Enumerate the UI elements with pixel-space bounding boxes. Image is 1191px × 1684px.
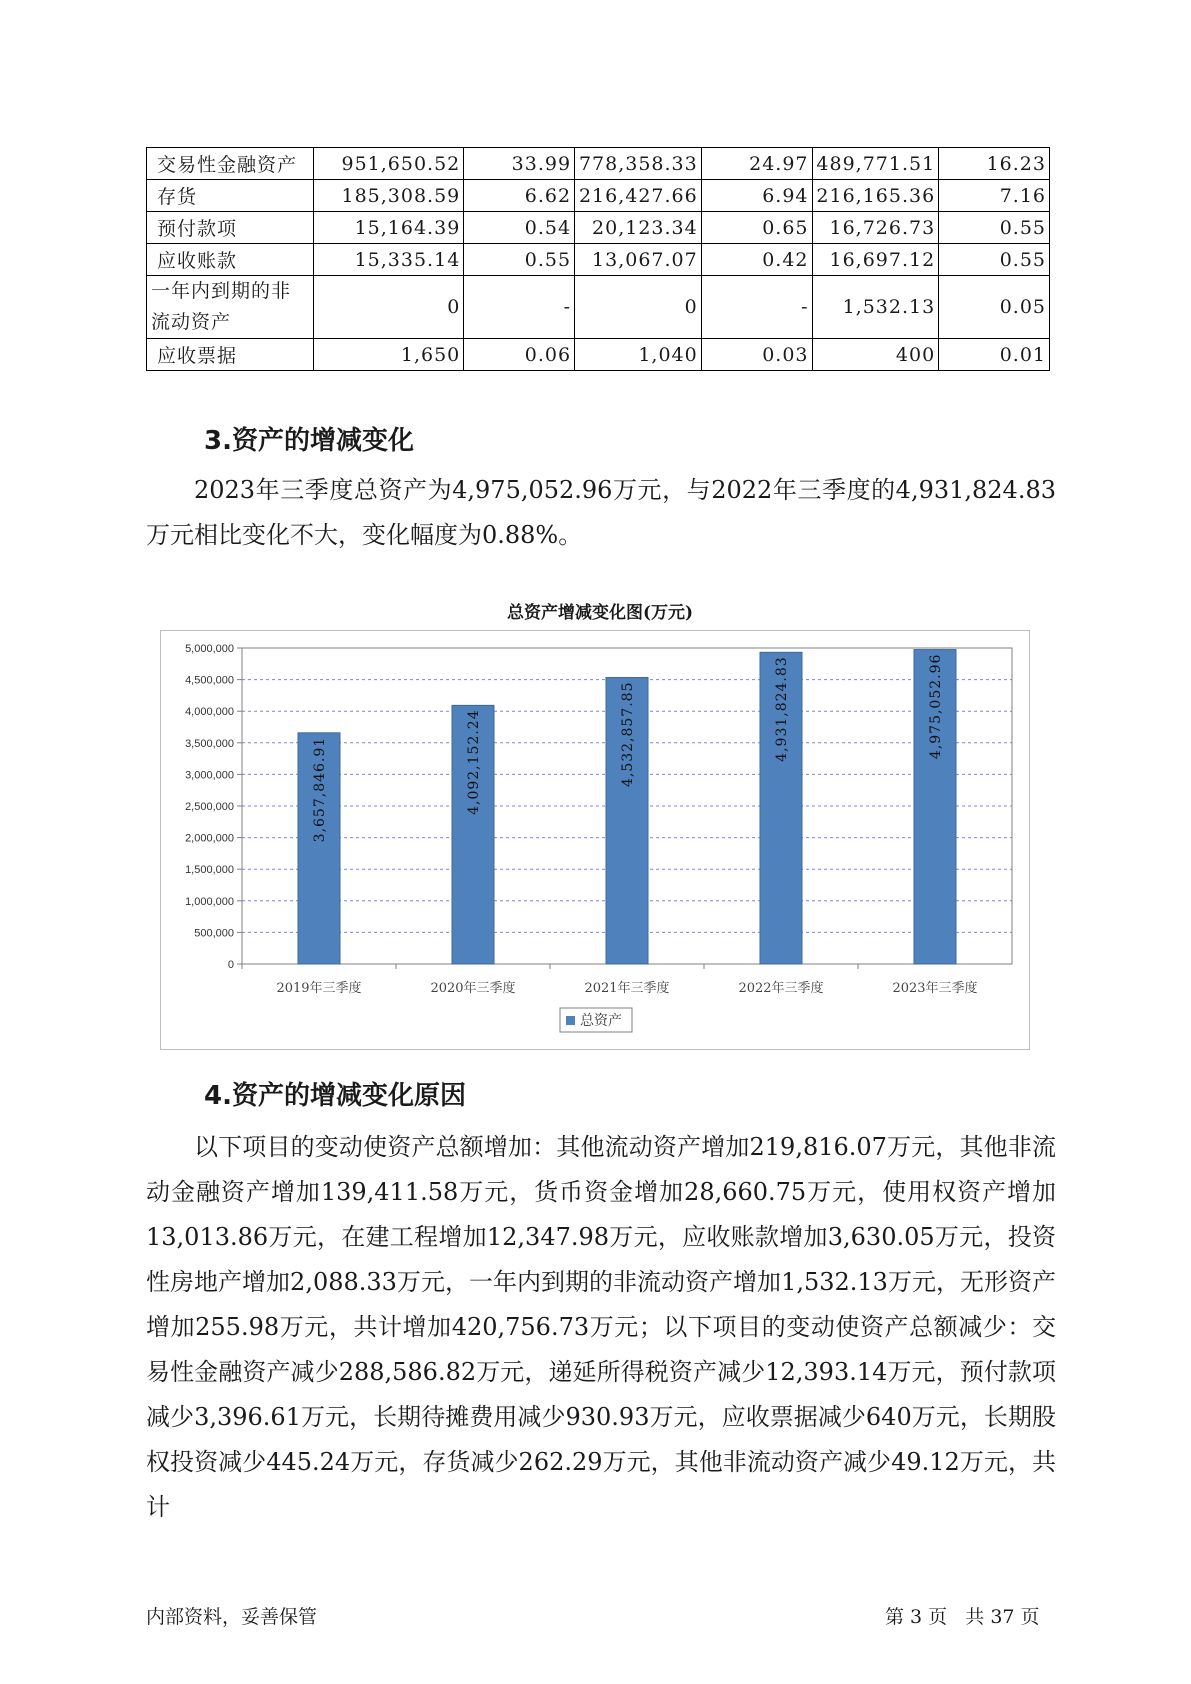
table-row (147, 339, 1050, 371)
table-row (147, 244, 1050, 276)
cell-v2: 1,040 (575, 339, 702, 371)
cell-p3: 7.16 (939, 180, 1050, 212)
cell-v3: 216,165.36 (812, 180, 939, 212)
cell-p1: - (464, 276, 575, 339)
cell-p2: 6.94 (701, 180, 812, 212)
x-tick-label: 2023年三季度 (892, 981, 978, 996)
cell-v3: 16,726.73 (812, 212, 939, 244)
bar-data-label: 4,931,824.83 (774, 656, 790, 762)
y-tick-label: 4,500,000 (185, 674, 234, 687)
y-tick-label: 500,000 (194, 927, 234, 940)
row-label: 应收账款 (147, 244, 314, 276)
section3-heading: 3.资产的增减变化 (204, 426, 414, 456)
cell-v2: 216,427.66 (575, 180, 702, 212)
asset-structure-table (146, 147, 1050, 371)
section3-paragraph: 2023年三季度总资产为4,975,052.96万元，与2022年三季度的4,931,824.83万元相比变化不大，变化幅度为0.88%。 (146, 476, 1056, 549)
cell-p3: 0.01 (939, 339, 1050, 371)
section4-heading: 4.资产的增减变化原因 (204, 1081, 466, 1111)
bar-data-label: 4,092,152.24 (466, 709, 482, 815)
cell-v2: 13,067.07 (575, 244, 702, 276)
table-row (147, 180, 1050, 212)
cell-p2: 0.03 (701, 339, 812, 371)
bar-data-label: 4,532,857.85 (620, 681, 636, 788)
table-row (147, 276, 1050, 339)
y-tick-label: 1,000,000 (185, 895, 234, 908)
footer-page-number: 第 3 页 共 37 页 (885, 1606, 1040, 1628)
legend-swatch (566, 1016, 575, 1025)
total-assets-bar-chart (160, 630, 1030, 1050)
row-label: 一年内到期的非流动资产 (147, 276, 314, 339)
footer-confidential: 内部资料，妥善保管 (146, 1606, 318, 1628)
cell-v2: 0 (575, 276, 702, 339)
cell-p1: 0.06 (464, 339, 575, 371)
row-label: 存货 (147, 180, 314, 212)
row-label: 应收票据 (147, 339, 314, 371)
y-tick-label: 2,500,000 (185, 801, 234, 813)
bar-data-label: 4,975,052.96 (928, 653, 944, 760)
x-tick-label: 2020年三季度 (430, 981, 516, 996)
y-tick-label: 3,500,000 (185, 737, 234, 750)
cell-v1: 185,308.59 (314, 180, 464, 212)
cell-v3: 16,697.12 (812, 244, 939, 276)
cell-p2: 24.97 (701, 148, 812, 180)
cell-v1: 15,335.14 (314, 244, 464, 276)
chart-title: 总资产增减变化图(万元) (506, 603, 694, 623)
cell-v1: 1,650 (314, 339, 464, 371)
cell-v1: 15,164.39 (314, 212, 464, 244)
cell-v3: 400 (812, 339, 939, 371)
y-tick-label: 4,000,000 (185, 706, 234, 719)
y-tick-label: 1,500,000 (185, 864, 234, 877)
x-tick-label: 2019年三季度 (276, 981, 362, 996)
cell-p2: - (701, 276, 812, 339)
y-tick-label: 5,000,000 (185, 643, 234, 655)
row-label: 预付款项 (147, 212, 314, 244)
cell-v2: 20,123.34 (575, 212, 702, 244)
cell-p3: 0.55 (939, 212, 1050, 244)
cell-v1: 0 (314, 276, 464, 339)
cell-v3: 1,532.13 (812, 276, 939, 339)
cell-p3: 0.05 (939, 276, 1050, 339)
table-row (147, 148, 1050, 180)
cell-p1: 0.54 (464, 212, 575, 244)
cell-p2: 0.42 (701, 244, 812, 276)
legend-label: 总资产 (580, 1013, 622, 1029)
y-tick-label: 0 (227, 959, 234, 971)
y-tick-label: 3,000,000 (185, 769, 234, 782)
cell-v3: 489,771.51 (812, 148, 939, 180)
section4-paragraph: 以下项目的变动使资产总额增加：其他流动资产增加219,816.07万元，其他非流动金融资产增加139,411.58万元，货币资金增加28,660.75万元，使用权资产增加13,013.86万元，在建工程增加12,347.98万元，应收账款增加3,630.05万元，投资性房地产增加2,088.33万元，一年内到期的非流动资产增加1,532.13万元，无形资产增加255.98万元，共计增加420,756.73万元；以下项目的变动使资产总额减少：交易性金融资产减少288,586.82万元，递延所得税资产减少12,393.14万元，预付款项减少3,396.61万元，长期待摊费用减少930.93万元，应收票据减少640万元，长期股权投资减少445.24万元，存货减少262.29万元，其他非流动资产减少49.12万元，共计 (146, 1133, 1056, 1521)
bar-data-label: 3,657,846.91 (312, 736, 328, 843)
cell-v2: 778,358.33 (575, 148, 702, 180)
cell-p3: 0.55 (939, 244, 1050, 276)
cell-p3: 16.23 (939, 148, 1050, 180)
y-tick-label: 2,000,000 (185, 832, 234, 845)
cell-p1: 33.99 (464, 148, 575, 180)
table-row (147, 212, 1050, 244)
cell-p1: 0.55 (464, 244, 575, 276)
x-tick-label: 2021年三季度 (584, 981, 670, 996)
cell-p2: 0.65 (701, 212, 812, 244)
x-tick-label: 2022年三季度 (738, 981, 824, 996)
row-label: 交易性金融资产 (147, 148, 314, 180)
cell-v1: 951,650.52 (314, 148, 464, 180)
cell-p1: 6.62 (464, 180, 575, 212)
